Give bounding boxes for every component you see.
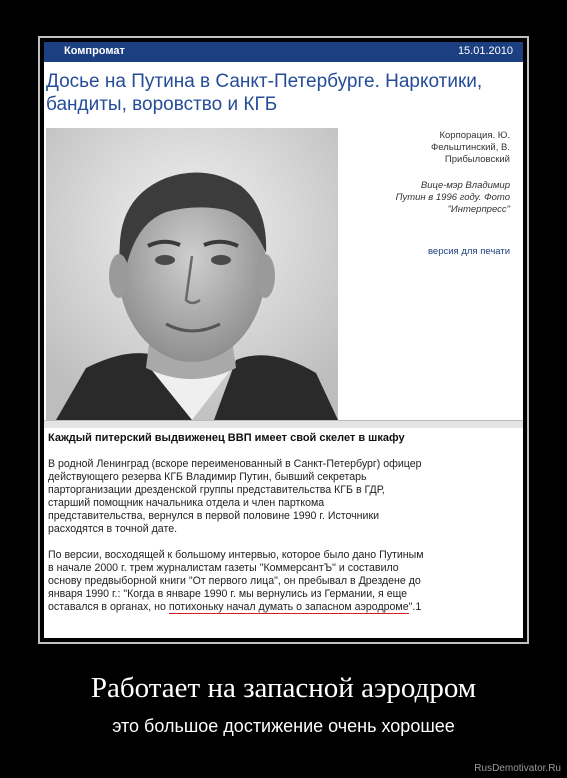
author-credit [354,130,510,166]
article-body [48,458,518,627]
text-line: старший помощник начальника отдела и член парткома [48,497,325,509]
paragraph [48,458,518,536]
text-line: парторганизации дрезденской группы представительства КГБ в ГДР, [48,484,385,496]
text-line: По версии, восходящей к большому интервью, которое было дано Путиным [48,549,424,561]
article-headline [46,70,523,116]
caption-line: Вице-мэр Владимир [420,180,510,191]
text-line: В родной Ленинград (вскоре переименованный в Санкт-Петербург) офицер [48,458,422,470]
photo-sidebar [354,130,510,258]
article-topbar [44,42,523,62]
article-screenshot [44,42,523,638]
article-lead: Каждый питерский выдвиженец ВВП имеет свой скелет в шкафу [48,432,405,444]
caption-line: Путин в 1996 году. Фото [395,192,510,203]
credit-line: Корпорация. Ю. [439,130,510,141]
text-line: представительства, вернулся в первой половине 1990 г. Источники [48,510,379,522]
text-line: января 1990 г.: "Когда в январе 1990 г. мы вернулись из Германии, я еще [48,588,408,600]
credit-line: Фельштинский, В. [431,142,510,153]
text-line: оставался в органах, но [48,601,169,613]
text-line: действующего резерва КГБ Владимир Путин, бывший секретарь [48,471,367,483]
poster-subtitle: это большое достижение очень хорошее [112,716,455,736]
credit-line: Прибыловский [444,154,510,165]
headline-line: Досье на Путина в Санкт-Петербурге. Наркотики, [46,71,483,92]
paragraph [48,549,518,614]
headline-line: бандиты, воровство и КГБ [46,94,278,115]
site-watermark: RusDemotivator.Ru [474,763,561,774]
section-label: Компромат [64,45,125,57]
divider [44,420,523,428]
article-date: 15.01.2010 [457,45,513,57]
print-version-link[interactable]: версия для печати [427,246,510,257]
portrait-illustration [46,128,338,420]
text-line: расходятся в точной дате. [48,523,178,535]
portrait-photo [46,128,338,420]
highlighted-phrase: потихоньку начал думать о запасном аэродроме [168,601,409,613]
text-line: основу предвыборной книги "От первого лица", он пребывал в Дрездене до [48,575,421,587]
poster-title: Работает на запасной аэродром [90,672,477,704]
poster-frame [38,36,529,644]
photo-caption [354,180,510,216]
footnote-ref: ".1 [408,601,422,613]
caption-line: "Интерпресс" [447,204,510,215]
text-line: в начале 2000 г. трем журналистам газеты "КоммерсантЪ" и составило [48,562,399,574]
